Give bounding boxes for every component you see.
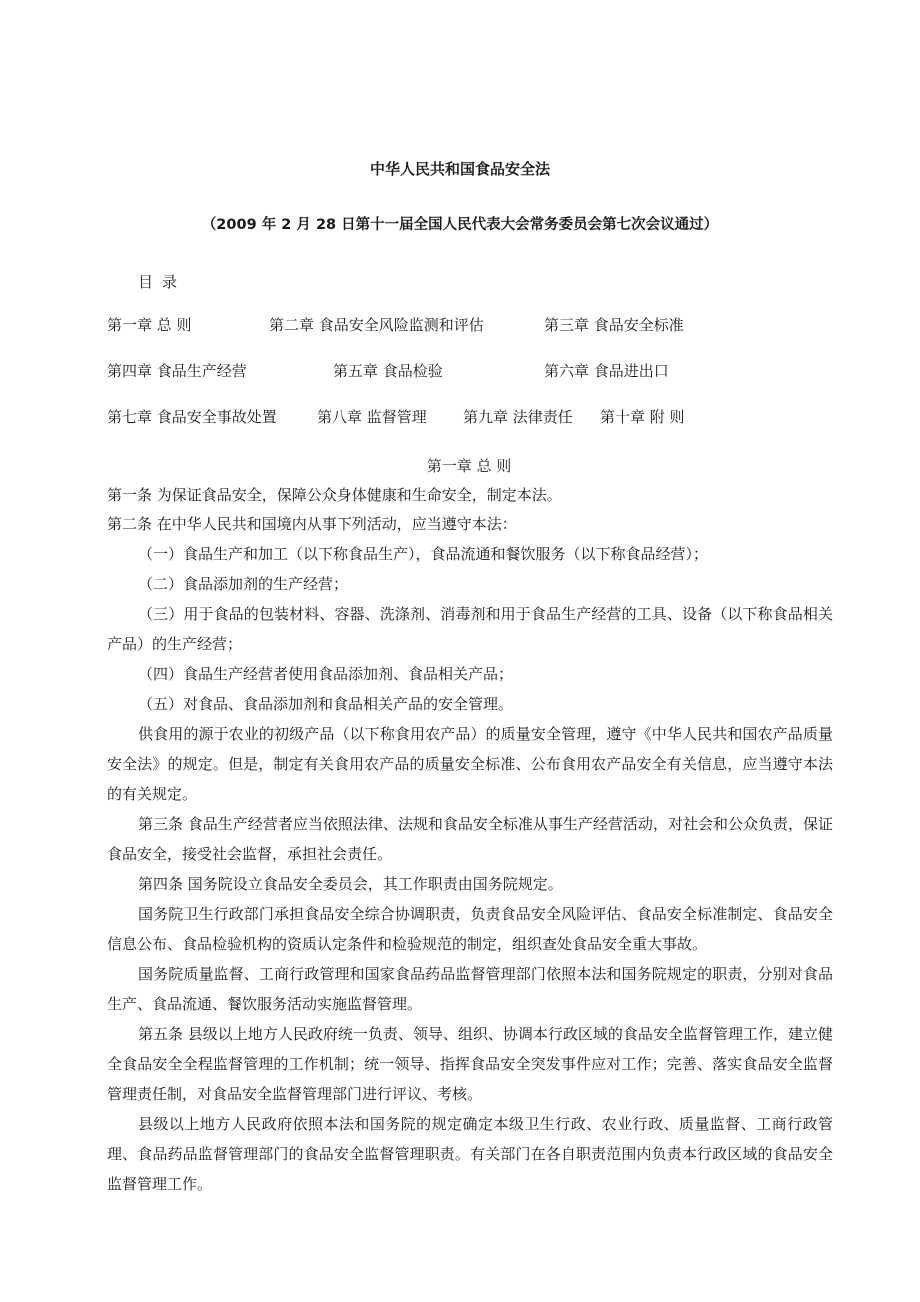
toc-item: 第十章 附 则 bbox=[600, 408, 685, 426]
toc-row bbox=[0, 405, 920, 429]
toc-item: 第一章 总 则 bbox=[107, 316, 192, 334]
toc-item: 第五章 食品检验 bbox=[333, 362, 443, 380]
chapter-body bbox=[107, 481, 833, 1199]
toc-item: 第七章 食品安全事故处置 bbox=[107, 408, 277, 426]
article-paragraph: 第五条 县级以上地方人民政府统一负责、领导、组织、协调本行政区域的食品安全监督管理工作，建立健全食品安全全程监督管理的工作机制；统一领导、指挥食品安全突发事件应对工作；完善、落实食品安全监督管理责任制，对食品安全监督管理部门进行评议、考核。 bbox=[107, 1025, 833, 1103]
article-paragraph: 供食用的源于农业的初级产品（以下称食用农产品）的质量安全管理，遵守《中华人民共和国农产品质量安全法》的规定。但是，制定有关食用农产品的质量安全标准、公布食用农产品安全有关信息，应当遵守本法的有关规定。 bbox=[107, 725, 833, 803]
toc-item: 第二章 食品安全风险监测和评估 bbox=[269, 316, 484, 334]
article-paragraph: 第三条 食品生产经营者应当依照法律、法规和食品安全标准从事生产经营活动，对社会和公众负责，保证食品安全，接受社会监督，承担社会责任。 bbox=[107, 815, 833, 863]
toc-item: 第九章 法律责任 bbox=[463, 408, 573, 426]
toc-item: 第四章 食品生产经营 bbox=[107, 362, 247, 380]
toc-item: 第三章 食品安全标准 bbox=[544, 316, 684, 334]
article-paragraph: 县级以上地方人民政府依照本法和国务院的规定确定本级卫生行政、农业行政、质量监督、工商行政管理、食品药品监督管理部门的食品安全监督管理职责。有关部门在各自职责范围内负责本行政区域的食品安全监督管理工作。 bbox=[107, 1115, 833, 1193]
chapter-heading: 第一章 总 则 bbox=[426, 457, 512, 475]
list-item: （三）用于食品的包装材料、容器、洗涤剂、消毒剂和用于食品生产经营的工具、设备（以下称食品相关产品）的生产经营； bbox=[107, 605, 833, 653]
list-item: （四）食品生产经营者使用食品添加剂、食品相关产品； bbox=[138, 665, 514, 683]
list-item: （五）对食品、食品添加剂和食品相关产品的安全管理。 bbox=[138, 695, 514, 713]
toc-item: 第六章 食品进出口 bbox=[544, 362, 669, 380]
article-paragraph: 国务院卫生行政部门承担食品安全综合协调职责，负责食品安全风险评估、食品安全标准制定、食品安全信息公布、食品检验机构的资质认定条件和检验规范的制定，组织查处食品安全重大事故。 bbox=[107, 905, 833, 953]
document-subtitle: （2009 年 2 月 28 日第十一届全国人民代表大会常务委员会第七次会议通过） bbox=[201, 217, 719, 233]
document-title: 中华人民共和国食品安全法 bbox=[369, 160, 550, 178]
article-paragraph: 第一条 为保证食品安全，保障公众身体健康和生命安全，制定本法。 bbox=[107, 486, 562, 504]
article-paragraph: 国务院质量监督、工商行政管理和国家食品药品监督管理部门依照本法和国务院规定的职责，分别对食品生产、食品流通、餐饮服务活动实施监督管理。 bbox=[107, 965, 833, 1013]
toc-row bbox=[0, 359, 920, 383]
article-paragraph: 第四条 国务院设立食品安全委员会，其工作职责由国务院规定。 bbox=[138, 875, 563, 893]
list-item: （一）食品生产和加工（以下称食品生产），食品流通和餐饮服务（以下称食品经营）； bbox=[138, 545, 709, 563]
toc-item: 第八章 监督管理 bbox=[317, 408, 427, 426]
toc-row bbox=[0, 313, 920, 337]
article-paragraph: 第二条 在中华人民共和国境内从事下列活动，应当遵守本法： bbox=[107, 515, 517, 533]
toc-heading: 目录 bbox=[138, 273, 187, 291]
list-item: （二）食品添加剂的生产经营； bbox=[138, 575, 349, 593]
